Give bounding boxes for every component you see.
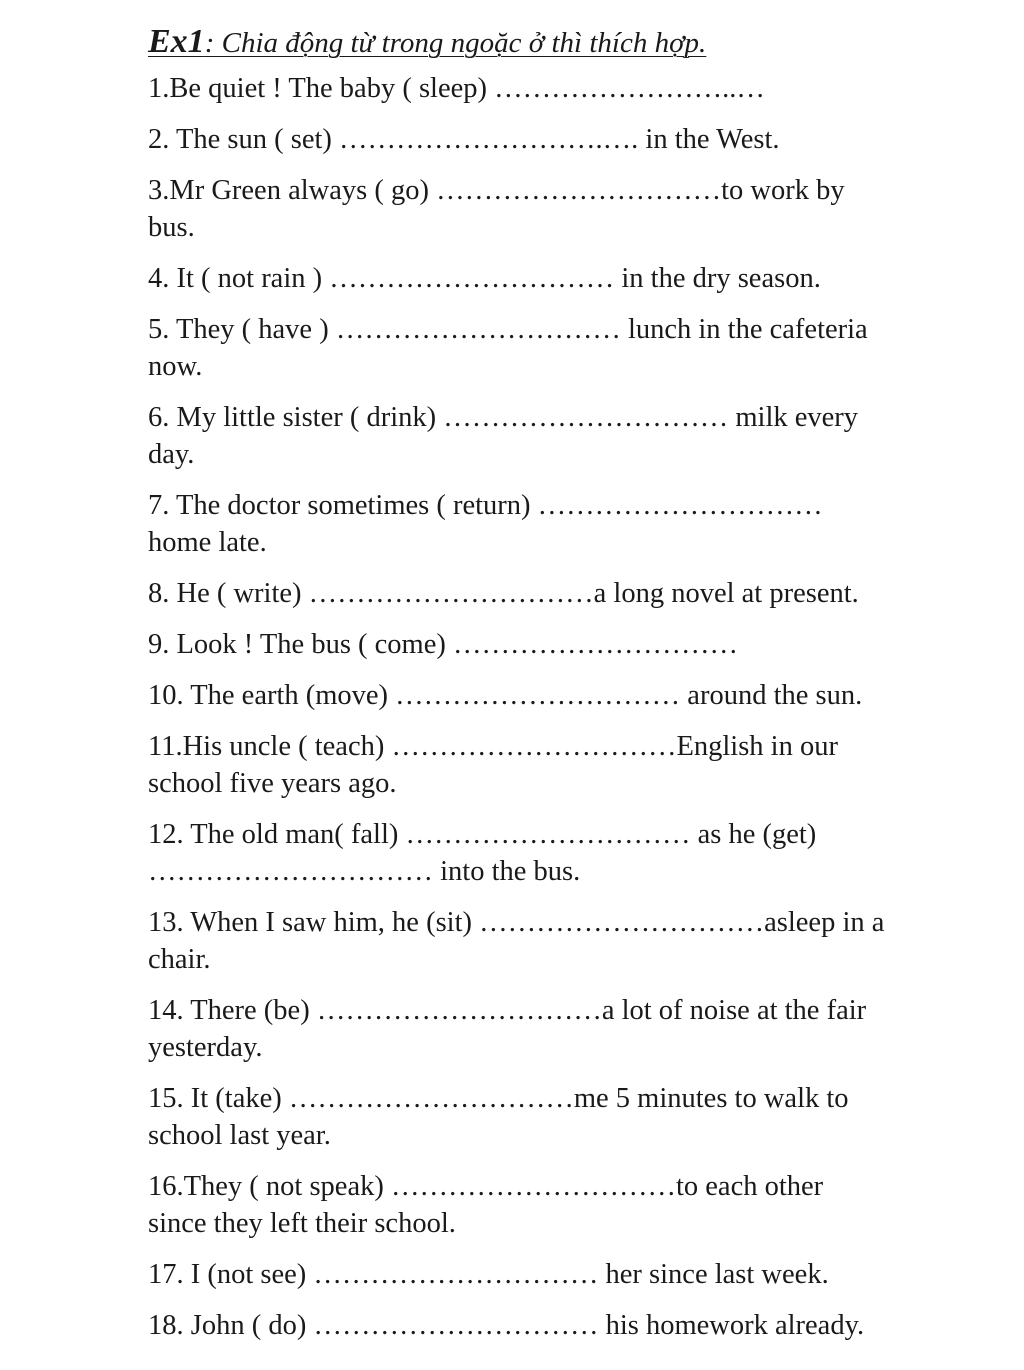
question-17	[148, 1256, 978, 1293]
question-line: 13. When I saw him, he (sit) …………………………asleep in a	[148, 907, 885, 938]
question-line: 14. There (be) …………………………a lot of noise at the fair	[148, 995, 867, 1026]
question-line-continuation: since they left their school.	[148, 1208, 456, 1239]
question-line: 18. John ( do) ………………………… his homework already.	[148, 1310, 865, 1341]
question-12	[148, 816, 978, 890]
question-line-continuation: school last year.	[148, 1120, 331, 1151]
question-1	[148, 70, 978, 107]
question-line-continuation: school five years ago.	[148, 768, 397, 799]
question-line: 3.Mr Green always ( go) …………………………to work by	[148, 175, 845, 206]
exercise-instruction: : Chia động từ trong ngoặc ở thì thích hợp.	[204, 27, 707, 59]
question-line: 11.His uncle ( teach) …………………………English in our	[148, 731, 838, 762]
question-line-continuation: chair.	[148, 944, 211, 975]
question-line-continuation: day.	[148, 439, 195, 470]
question-14	[148, 992, 978, 1066]
question-line: 7. The doctor sometimes ( return) …………………………	[148, 490, 823, 521]
worksheet	[148, 22, 978, 1358]
question-line: 10. The earth (move) ………………………… around the sun.	[148, 680, 863, 711]
question-list	[148, 70, 978, 1344]
question-15	[148, 1080, 978, 1154]
question-4	[148, 260, 978, 297]
exercise-label: Ex1	[148, 23, 205, 60]
question-18	[148, 1307, 978, 1344]
question-5	[148, 311, 978, 385]
question-13	[148, 904, 978, 978]
question-7	[148, 487, 978, 561]
question-line: 1.Be quiet ! The baby ( sleep) ……………………..…	[148, 73, 765, 104]
question-line: 12. The old man( fall) ………………………… as he (get)	[148, 819, 817, 850]
question-3	[148, 172, 978, 246]
question-line: 16.They ( not speak) …………………………to each other	[148, 1171, 824, 1202]
question-line: 5. They ( have ) ………………………… lunch in the cafeteria	[148, 314, 868, 345]
question-line: 9. Look ! The bus ( come) …………………………	[148, 629, 738, 660]
question-line: 4. It ( not rain ) ………………………… in the dry season.	[148, 263, 821, 294]
question-16	[148, 1168, 978, 1242]
question-line-continuation: now.	[148, 351, 203, 382]
question-9	[148, 626, 978, 663]
question-10	[148, 677, 978, 714]
question-8	[148, 575, 978, 612]
question-line: 6. My little sister ( drink) ………………………… milk every	[148, 402, 859, 433]
question-line-continuation: ………………………… into the bus.	[148, 856, 581, 887]
question-line: 8. He ( write) …………………………a long novel at present.	[148, 578, 859, 609]
question-line-continuation: home late.	[148, 527, 267, 558]
question-11	[148, 728, 978, 802]
question-2	[148, 121, 978, 158]
question-6	[148, 399, 978, 473]
question-line: 17. I (not see) ………………………… her since last week.	[148, 1259, 829, 1290]
question-line: 2. The sun ( set) ……………………….…. in the West.	[148, 124, 780, 155]
exercise-title	[148, 22, 978, 70]
question-line-continuation: yesterday.	[148, 1032, 263, 1063]
question-line: 15. It (take) …………………………me 5 minutes to walk to	[148, 1083, 849, 1114]
question-line-continuation: bus.	[148, 212, 195, 243]
